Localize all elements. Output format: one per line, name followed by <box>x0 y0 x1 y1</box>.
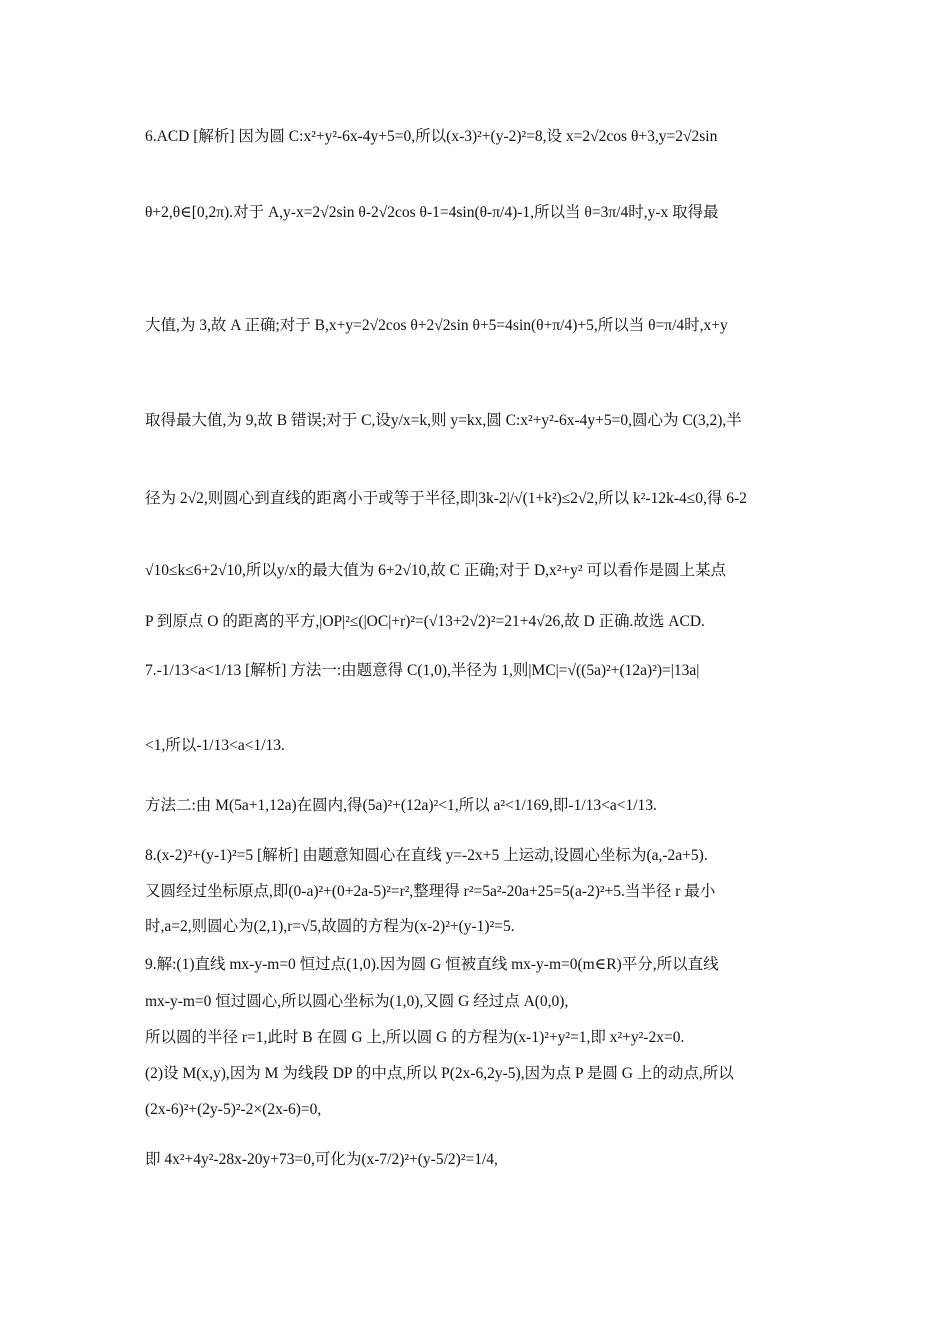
line-text: 即 4x²+4y²-28x-20y+73=0,可化为(x-7/2)²+(y-5/2)²=1/4, <box>145 1151 498 1168</box>
line-text: 6.ACD [解析] 因为圆 C:x²+y²-6x-4y+5=0,所以(x-3)²+(y-2)²=8,设 x=2√2cos θ+3,y=2√2sin <box>145 128 718 145</box>
text-line <box>145 663 810 679</box>
line-text: 所以圆的半径 r=1,此时 B 在圆 G 上,所以圆 G 的方程为(x-1)²+y²=1,即 x²+y²-2x=0. <box>145 1029 685 1046</box>
line-text: 取得最大值,为 9,故 B 错误;对于 C,设y/x=k,则 y=kx,圆 C:x²+y²-6x-4y+5=0,圆心为 C(3,2),半 <box>145 412 742 429</box>
text-line <box>145 957 810 973</box>
line-text: 时,a=2,则圆心为(2,1),r=√5,故圆的方程为(x-2)²+(y-1)²=5. <box>145 918 515 935</box>
text-line <box>145 318 810 334</box>
line-text: 大值,为 3,故 A 正确;对于 B,x+y=2√2cos θ+2√2sin θ+5=4sin(θ+π/4)+5,所以当 θ=π/4时,x+y <box>145 317 728 334</box>
line-text: mx-y-m=0 恒过圆心,所以圆心坐标为(1,0),又圆 G 经过点 A(0,0), <box>145 993 569 1010</box>
text-line <box>145 205 810 221</box>
text-line <box>145 563 810 579</box>
line-text: <1,所以-1/13<a<1/13. <box>145 737 285 754</box>
text-line <box>145 614 810 630</box>
line-text: 7.-1/13<a<1/13 [解析] 方法一:由题意得 C(1,0),半径为 1,则|MC|=√((5a)²+(12a)²)=|13a| <box>145 662 700 679</box>
line-text: P 到原点 O 的距离的平方,|OP|²≤(|OC|+r)²=(√13+2√2)²=21+4√26,故 D 正确.故选 ACD. <box>145 613 705 630</box>
line-text: 8.(x-2)²+(y-1)²=5 [解析] 由题意知圆心在直线 y=-2x+5 上运动,设圆心坐标为(a,-2a+5). <box>145 847 708 864</box>
line-text: (2)设 M(x,y),因为 M 为线段 DP 的中点,所以 P(2x-6,2y-5),因为点 P 是圆 G 上的动点,所以 <box>145 1065 734 1082</box>
text-line <box>145 848 810 864</box>
line-text: 又圆经过坐标原点,即(0-a)²+(0+2a-5)²=r²,整理得 r²=5a²-20a+25=5(a-2)²+5.当半径 r 最小 <box>145 883 716 900</box>
text-line <box>145 1152 810 1168</box>
line-text: (2x-6)²+(2y-5)²-2×(2x-6)=0, <box>145 1101 322 1118</box>
line-text: √10≤k≤6+2√10,所以y/x的最大值为 6+2√10,故 C 正确;对于 D,x²+y² 可以看作是圆上某点 <box>145 562 726 579</box>
line-text: 方法二:由 M(5a+1,12a)在圆内,得(5a)²+(12a)²<1,所以 a²<1/169,即-1/13<a<1/13. <box>145 797 657 814</box>
line-text: 9.解:(1)直线 mx-y-m=0 恒过点(1,0).因为圆 G 恒被直线 mx-y-m=0(m∈R)平分,所以直线 <box>145 956 719 973</box>
text-line <box>145 129 810 145</box>
text-line <box>145 919 810 935</box>
text-line <box>145 798 810 814</box>
text-line <box>145 413 810 429</box>
text-line <box>145 1102 810 1118</box>
text-line <box>145 738 810 754</box>
line-text: 径为 2√2,则圆心到直线的距离小于或等于半径,即|3k-2|/√(1+k²)≤2√2,所以 k²-12k-4≤0,得 6-2 <box>145 490 747 507</box>
text-line <box>145 1030 810 1046</box>
text-line <box>145 884 810 900</box>
text-line <box>145 1066 810 1082</box>
text-line <box>145 491 810 507</box>
text-line <box>145 994 810 1010</box>
line-text: θ+2,θ∈[0,2π).对于 A,y-x=2√2sin θ-2√2cos θ-1=4sin(θ-π/4)-1,所以当 θ=3π/4时,y-x 取得最 <box>145 204 719 221</box>
